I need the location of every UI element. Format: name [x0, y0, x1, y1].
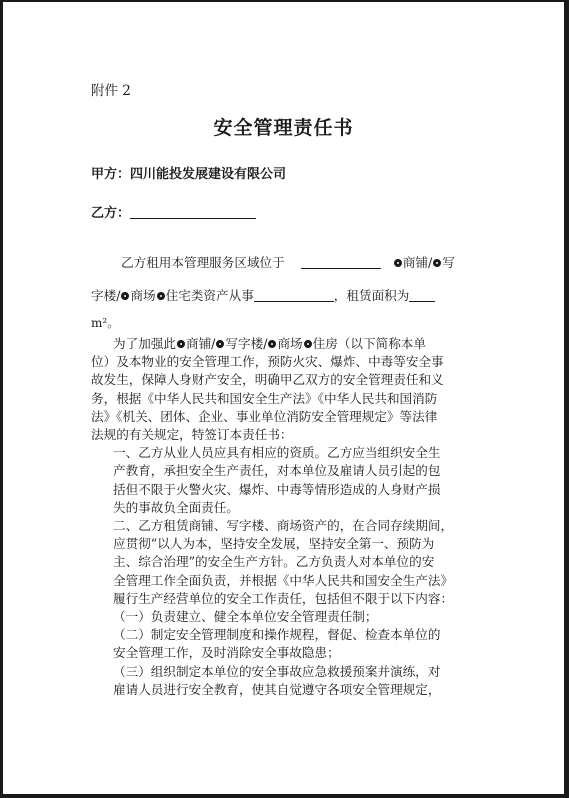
intro-line: 法》《机关、团体、企业、事业单位消防安全管理规定》等法律	[91, 408, 438, 424]
area-blank	[409, 288, 435, 302]
rental-line-1	[121, 252, 455, 271]
rental-option-mall: 商场	[130, 288, 156, 303]
clause-1-line: 产教育，承担安全生产责任，对本单位及雇请人员引起的包	[113, 463, 441, 479]
party-b-label: 乙方：	[91, 206, 131, 221]
clause-1-line: 一、乙方从业人员应具有相应的资质。乙方应当组织安全生	[113, 445, 441, 461]
rental-text-1: 乙方租用本管理服务区域位于	[121, 255, 285, 270]
rental-line-3: m²。	[91, 316, 120, 330]
clause-2-line: 主、综合治理”的安全生产方针。乙方负责人对本单位的安	[113, 554, 435, 570]
rental-text-2a: 字楼/	[91, 288, 121, 303]
clause-2-line: 全管理工作全面负责，并根据《中华人民共和国安全生产法》	[113, 572, 454, 588]
rental-option-shop: 商铺/	[402, 255, 433, 270]
clause-2-line: 履行生产经营单位的安全工作责任，包括但不限于以下内容：	[113, 590, 454, 606]
checkbox-circle-icon	[121, 292, 129, 300]
intro-first-line: 为了加强此 商铺/ 写字楼/ 商场 住房（以下简称本单	[113, 336, 426, 351]
clause-1-line: 失的事故负全面责任。	[113, 499, 239, 515]
sub-item-line: 雇请人员进行安全教育，使其自觉遵守各项安全管理规定，	[113, 681, 441, 697]
clause-2-line: 二、乙方租赁商铺、写字楼、商场资产的，在合同存续期间，	[113, 518, 454, 534]
checkbox-circle-icon	[433, 259, 441, 267]
clause-2-line: 应贯彻“以人为本，坚持安全发展，坚持安全第一、预防为	[113, 536, 435, 552]
checkbox-circle-icon	[177, 340, 185, 348]
checkbox-circle-icon	[216, 340, 224, 348]
intro-line: 法规的有关规定，特签订本责任书：	[91, 427, 293, 443]
checkbox-circle-icon	[157, 292, 165, 300]
party-b-blank	[130, 205, 256, 219]
sub-item-line: （三）组织制定本单位的安全事故应急救援预案并演练，对	[113, 663, 441, 679]
location-blank	[301, 255, 381, 269]
intro-line: 位）及本物业的安全管理工作，预防火灾、爆炸、中毒等安全事	[91, 354, 444, 370]
rental-option-residential: 住宅类资产从事	[165, 288, 254, 303]
clause-1-line: 括但不限于火警火灾、爆炸、中毒等情形造成的人身财产损	[113, 481, 441, 497]
document-title: 安全管理责任书	[213, 117, 354, 139]
rental-line-2	[91, 285, 435, 304]
attachment-label: 附件 2	[91, 83, 131, 99]
party-b-line	[91, 202, 256, 221]
document-page	[3, 2, 564, 794]
sub-item-line: 安全管理工作，及时消除安全事故隐患；	[113, 645, 340, 661]
intro-line: 务，根据《中华人民共和国安全生产法》《中华人民共和国消防	[91, 390, 438, 406]
rental-option-office: 写	[442, 255, 455, 270]
intro-line: 故发生，保障人身财产安全，明确甲乙双方的安全管理责任和义	[91, 372, 444, 388]
checkbox-circle-icon	[268, 340, 276, 348]
sub-item-line: （二）制定安全管理制度和操作规程，督促、检查本单位的	[113, 627, 441, 643]
document-body	[91, 335, 485, 699]
checkbox-circle-icon	[394, 259, 402, 267]
sub-item-line: （一）负责建立、健全本单位安全管理责任制；	[113, 609, 378, 625]
rental-area-label: ，租赁面积为	[333, 288, 410, 303]
checkbox-circle-icon	[304, 340, 312, 348]
party-a-line: 甲方：四川能投发展建设有限公司	[91, 167, 287, 182]
business-blank	[254, 288, 334, 302]
